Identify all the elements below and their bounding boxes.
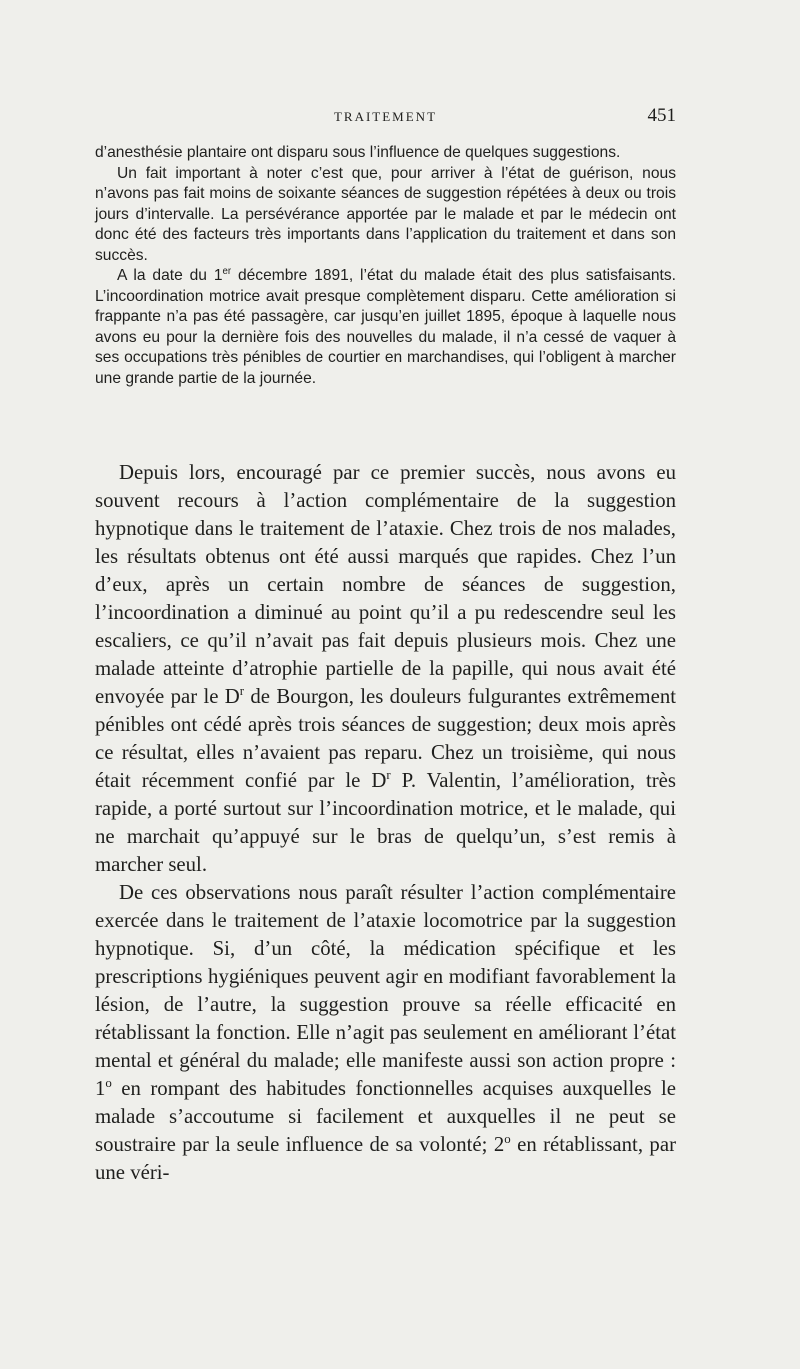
paragraph-text: décembre 1891, l’état du malade était des plus satisfaisants. L’incoordination motrice avait presque complètement disparu. Cette amélioration si frappante n’a pas été passagère, car jusqu’en juillet 1895, époque à laquelle nous avons eu pour la dernière fois des nouvelles du malade, il n’a cessé de vaquer à ses occupations très pénibles de courtier en marchandises, qui l’obligent à marcher une grande partie de la journée. — [95, 267, 676, 387]
paragraph-text: en rompant des habitudes fonctionnelles acquises auxquelles le malade s’accoutume si facilement et auxquelles il ne peut se soustraire par la seule influence de sa volonté; 2 — [95, 1077, 676, 1156]
paragraph-text: de Bourgon, les douleurs fulgurantes extrêmement pénibles ont cédé après trois séances de suggestion; deux mois après ce résultat, elles n’avaient pas reparu. Chez un troisième, qui nous était récemment confié par le D — [95, 685, 676, 792]
ordinal-superscript: er — [222, 265, 232, 277]
paragraph-healing — [95, 164, 676, 267]
doctor-superscript: r — [386, 768, 391, 783]
small-print-section — [95, 143, 676, 389]
paragraph-text: d’anesthésie plantaire ont disparu sous l’influence de quelques suggestions. — [95, 144, 621, 161]
ordinal-superscript: o — [504, 1132, 511, 1147]
running-title: TRAITEMENT — [333, 109, 438, 124]
paragraph-text: A la date du 1 — [117, 267, 223, 284]
paragraph-text: P. Valentin, l’amélioration, très rapide, a porté surtout sur l’incoordination motrice, et le malade, qui ne marchait qu’appuyé sur le bras de quelqu’un, s’est remis à marcher seul. — [95, 769, 676, 876]
paragraph-continuation — [95, 143, 676, 164]
paragraph-text: Un fait important à noter c’est que, pour arriver à l’état de guérison, nous n’avons pas fait moins de soixante séances de suggestion répétées à deux ou trois jours d’intervalle. La persévérance apportée par le malade et par le médecin ont donc été des facteurs très importants dans l’application du traitement et dans son succès. — [95, 164, 676, 264]
page-number: 451 — [647, 105, 676, 126]
paragraph-text: Depuis lors, encouragé par ce premier succès, nous avons eu souvent recours à l’action complémentaire de la suggestion hypnotique dans le traitement de l’ataxie. Chez trois de nos malades, les résultats obtenus ont été aussi marqués que rapides. Chez l’un d’eux, après un certain nombre de séances de suggestion, l’incoordination a diminué au point qu’il a pu redescendre seul les escaliers, ce qu’il n’avait pas fait depuis plusieurs mois. Chez une malade atteinte d’atrophie partielle de la papille, qui nous avait été envoyée par le D — [95, 461, 676, 708]
page-header — [95, 105, 676, 131]
main-text-section — [95, 459, 676, 1187]
doctor-superscript: r — [239, 684, 245, 699]
paragraph-depuis-lors — [95, 459, 676, 879]
ordinal-superscript: o — [105, 1076, 112, 1091]
paragraph-december-1891 — [95, 266, 676, 389]
paragraph-observations — [95, 879, 676, 1187]
paragraph-text: De ces observations nous paraît résulter l’action complémentaire exercée dans le traitement de l’ataxie locomotrice par la suggestion hypnotique. Si, d’un côté, la médication spécifique et les prescriptions hygiéniques peuvent agir en modifiant favorablement la lésion, de l’autre, la suggestion prouve sa réelle efficacité en rétablissant la fonction. Elle n’agit pas seulement en améliorant l’état mental et général du malade; elle manifeste aussi son action propre : 1 — [95, 881, 676, 1100]
paragraph-text: en rétablissant, par une véri- — [95, 1133, 676, 1184]
